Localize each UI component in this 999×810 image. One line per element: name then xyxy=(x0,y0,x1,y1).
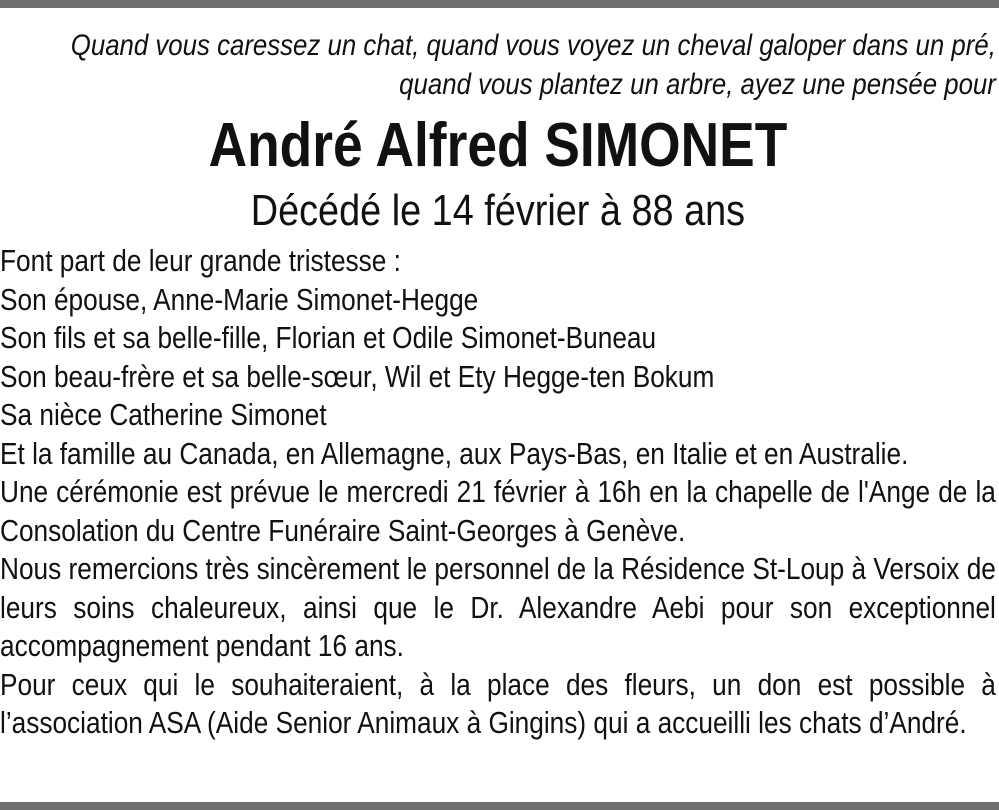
quote-line-2: quand vous plantez un arbre, ayez une pensée pour xyxy=(399,68,996,101)
family-intro: Font part de leur grande tristesse : xyxy=(0,244,401,278)
donation-paragraph: Pour ceux qui le souhaiteraient, à la place des fleurs, un don est possible à l’association ASA (Aide Senior Animaux à Gingins) qui a accueilli les chats d’André. xyxy=(0,667,996,740)
death-date-age: Décédé le 14 février à 88 ans xyxy=(250,186,746,235)
family-niece: Sa nièce Catherine Simonet xyxy=(0,398,327,432)
ceremony-paragraph: Une cérémonie est prévue le mercredi 21 février à 16h en la chapelle de l'Ange de la Consolation du Centre Funéraire Saint-Georges à Genève. xyxy=(0,475,996,548)
family-abroad: Et la famille au Canada, en Allemagne, aux Pays-Bas, en Italie et en Australie. xyxy=(0,436,909,471)
bottom-border-rule xyxy=(0,802,999,810)
family-son: Son fils et sa belle-fille, Florian et Odile Simonet-Buneau xyxy=(0,321,657,355)
quote-line-1: Quand vous caressez un chat, quand vous voyez un cheval galoper dans un pré, xyxy=(70,29,996,62)
family-list xyxy=(0,242,996,473)
obituary-notice xyxy=(0,26,996,743)
top-border-rule xyxy=(0,0,999,8)
deceased-name: André Alfred SIMONET xyxy=(208,111,788,180)
family-in-laws: Son beau-frère et sa belle-sœur, Wil et Ety Hegge-ten Bokum xyxy=(0,359,715,394)
family-spouse: Son épouse, Anne-Marie Simonet-Hegge xyxy=(0,282,479,317)
thanks-paragraph: Nous remercions très sincèrement le personnel de la Résidence St-Loup à Versoix de leurs soins chaleureux, ainsi que le Dr. Alexandre Aebi pour son exceptionnel accompagnement pendant 16 ans. xyxy=(0,552,996,663)
